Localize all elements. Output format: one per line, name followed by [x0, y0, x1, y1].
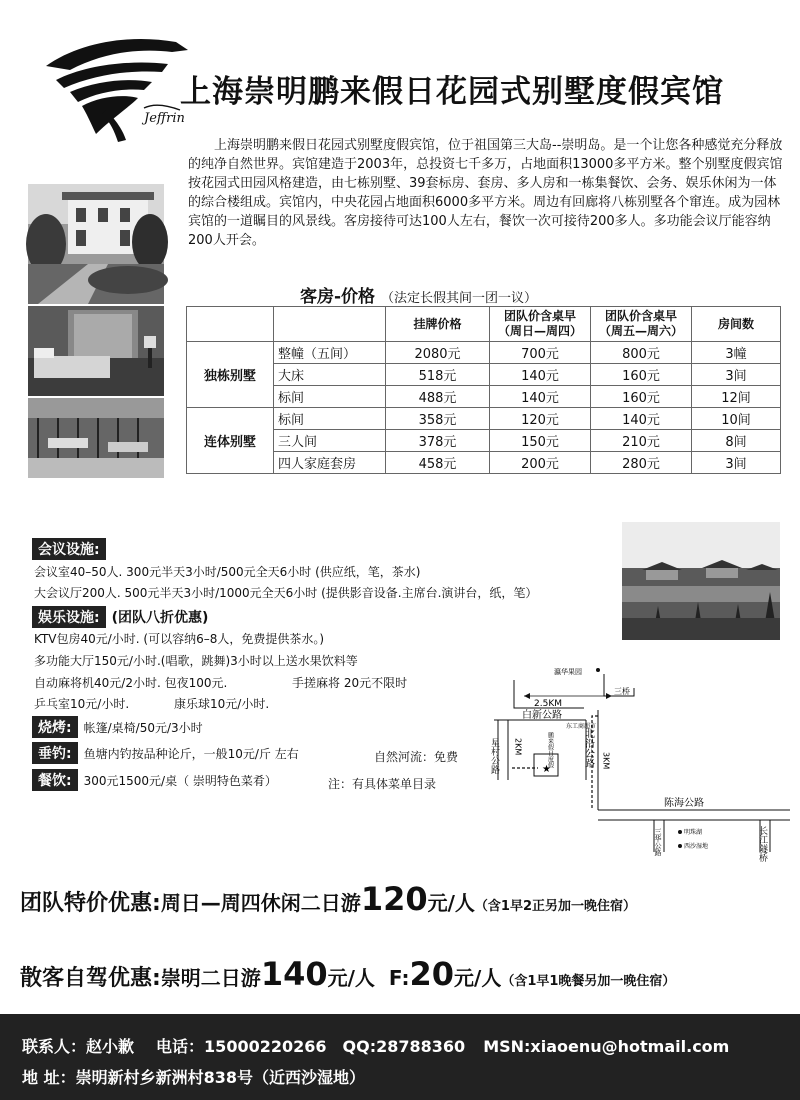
- dining-label: 餐饮:: [32, 769, 78, 791]
- hotel-logo: [40, 30, 190, 150]
- self-promo-f-price: 20: [409, 955, 455, 993]
- entertainment-note: (团队八折优惠): [111, 610, 209, 626]
- phone-label: 电话：: [156, 1037, 205, 1056]
- map-park: 瀛华果园: [554, 668, 582, 676]
- room-price-title: 客房-价格: [300, 287, 376, 307]
- weekend-price: 210元: [591, 430, 692, 452]
- hall-photo: [28, 398, 164, 478]
- group-promo-unit: 元/人: [427, 891, 475, 915]
- meeting-line-2: 大会议厅200人. 500元半天3小时/1000元全天6小时 (提供影音设备.主席台.演讲台，纸，笔）: [34, 586, 538, 600]
- header-empty-cell: [187, 307, 274, 342]
- self-promo-f-unit: 元/人: [454, 966, 502, 990]
- map-xisha: 西沙湿地: [684, 843, 709, 850]
- list-price: 358元: [386, 408, 490, 430]
- room-name: 三人间: [274, 430, 386, 452]
- weekday-price: 120元: [490, 408, 591, 430]
- entertainment-line-ktv: KTV包房40元/小时. (可以容纳6–8人，免费提供茶水。): [34, 632, 325, 646]
- map-road-top: 白新公路: [522, 710, 562, 721]
- room-count: 10间: [692, 408, 781, 430]
- self-promo-f-label: F:: [388, 966, 410, 990]
- bbq-section: [32, 716, 203, 738]
- entertainment-line-hall: 多功能大厅150元/小时.(唱歌，跳舞)3小时以上送水果饮料等: [34, 654, 358, 668]
- contact-name: 赵小歉: [86, 1037, 135, 1056]
- header-weekday-line1: 团队价含桌早: [503, 309, 576, 323]
- fishing-text: 鱼塘内钓按品种论斤，一般10元/斤 左右: [83, 747, 299, 761]
- weekday-price: 200元: [490, 452, 591, 474]
- map-star-icon: ★: [542, 764, 551, 775]
- address-label: 地 址：: [22, 1068, 76, 1087]
- map-road-bottom: 陈海公路: [664, 798, 704, 809]
- phone-number: 15000220266: [204, 1037, 327, 1056]
- group-promo-label: 团队特价优惠:: [20, 891, 161, 916]
- contact-label: 联系人：: [22, 1037, 87, 1056]
- self-promo-unit: 元/人: [327, 966, 375, 990]
- room-name: 标间: [274, 386, 386, 408]
- table-row: [187, 364, 781, 386]
- weekday-price: 140元: [490, 364, 591, 386]
- self-promo-price: 140: [260, 955, 328, 993]
- room-price-table: [186, 306, 781, 474]
- entertainment-section: [32, 606, 208, 628]
- header-weekend-line1: 团队价含桌早: [604, 309, 677, 323]
- map-bridge: 长江隧桥: [757, 826, 767, 862]
- header-weekend: [591, 307, 692, 342]
- map-road-san: 三华公路: [654, 828, 662, 856]
- header-weekday-line2: （周日—周四）: [497, 324, 582, 338]
- header-room-count: 房间数: [692, 307, 781, 342]
- map-dist-right: 3KM: [601, 752, 611, 770]
- fishing-section: [32, 742, 299, 764]
- qq-number: QQ:28788360: [342, 1037, 466, 1056]
- table-row: [187, 386, 781, 408]
- meeting-label: 会议设施:: [32, 538, 106, 560]
- svg-text:Jeffrin: Jeffrin: [144, 111, 185, 126]
- dining-extra: 注：有具体菜单目录: [328, 777, 437, 791]
- group-promo-price: 120: [360, 880, 428, 918]
- weekend-price: 160元: [591, 386, 692, 408]
- weekday-price: 700元: [490, 342, 591, 364]
- map-road-mid: 北沿公路: [582, 728, 594, 768]
- weekend-price: 160元: [591, 364, 692, 386]
- room-price-heading: [300, 282, 537, 307]
- mahjong-hand: 手搓麻将 20元不限时: [292, 676, 408, 690]
- fishing-label: 垂钓:: [32, 742, 78, 764]
- table-header-row: [187, 307, 781, 342]
- self-drive-promotion: [20, 955, 675, 993]
- list-price: 458元: [386, 452, 490, 474]
- room-price-note: （法定长假其间一团一议）: [380, 291, 537, 306]
- header-list-price: 挂牌价格: [386, 307, 490, 342]
- table-row: [187, 342, 781, 364]
- entertainment-label: 娱乐设施:: [32, 606, 106, 628]
- weekend-price: 280元: [591, 452, 692, 474]
- meeting-section: [32, 538, 112, 560]
- group-promotion: [20, 880, 636, 918]
- weekday-price: 140元: [490, 386, 591, 408]
- header-weekend-line2: （周五—周六）: [598, 324, 683, 338]
- room-name: 标间: [274, 408, 386, 430]
- address-line: [22, 1065, 365, 1088]
- map-mingzhu: 明珠湖: [684, 829, 703, 836]
- room-count: 3幢: [692, 342, 781, 364]
- msn-address: MSN:xiaoenu@hotmail.com: [483, 1037, 730, 1056]
- room-name: 四人家庭套房: [274, 452, 386, 474]
- category-single-villa: 独栋别墅: [187, 342, 274, 408]
- category-joined-villa: 连体别墅: [187, 408, 274, 474]
- map-dist-left: 2KM: [513, 738, 523, 756]
- page-title: 上海崇明鹏来假日花园式别墅度假宾馆: [180, 74, 724, 110]
- bbq-label: 烧烤:: [32, 716, 78, 738]
- weekend-price: 800元: [591, 342, 692, 364]
- weekend-price: 140元: [591, 408, 692, 430]
- list-price: 2080元: [386, 342, 490, 364]
- contact-line: [22, 1034, 729, 1057]
- contact-footer: [0, 1014, 800, 1100]
- address-text: 崇明新村乡新洲村838号（近西沙湿地）: [75, 1068, 365, 1087]
- village-photo: [622, 522, 780, 640]
- map-hotel: 鹏来假日度假: [546, 732, 554, 768]
- table-row: [187, 408, 781, 430]
- room-count: 3间: [692, 364, 781, 386]
- dining-section: [32, 769, 277, 791]
- intro-text: 上海崇明鹏来假日花园式别墅度假宾馆，位于祖国第三大岛--崇明岛。是一个让您各种感觉充分释放的纯净自然世界。宾馆建造于2003年，总投资七千多万，占地面积13000多平方米。整个别墅度假宾馆按花园式田园风格建造，由七栋别墅、39套标房、套房、多人房和一栋集餐饮、会务、娱乐休闲为一体的综合楼组成。宾馆内，中央花园占地面积6000多平方米。周边有回廊将八栋别墅各个窜连。成为园林宾馆的一道瞩目的风景线。客房接待可达100人左右，餐饮一次可接待200多人。多功能会议厅能容纳200人开会。: [188, 138, 783, 248]
- mahjong-auto: 自动麻将机40元/2小时. 包夜100元.: [34, 676, 228, 690]
- map-dist-top: 2.5KM: [534, 699, 562, 709]
- dining-text: 300元1500元/桌（ 崇明特色菜肴）: [83, 774, 277, 788]
- table-row: [187, 452, 781, 474]
- self-promo-text: 崇明二日游: [160, 966, 261, 990]
- room-count: 3间: [692, 452, 781, 474]
- billiards: 康乐球10元/小时.: [174, 697, 270, 711]
- meeting-line-1: 会议室40–50人. 300元半天3小时/500元全天6小时 (供应纸，笔，茶水): [34, 565, 421, 579]
- room-count: 8间: [692, 430, 781, 452]
- list-price: 518元: [386, 364, 490, 386]
- list-price: 378元: [386, 430, 490, 452]
- location-map: [489, 660, 790, 862]
- self-promo-label: 散客自驾优惠:: [20, 966, 161, 991]
- room-count: 12间: [692, 386, 781, 408]
- map-farm: 东工商超市: [566, 723, 597, 730]
- fishing-extra: 自然河流：免费: [374, 750, 459, 764]
- list-price: 488元: [386, 386, 490, 408]
- pingpong: 乒乓室10元/小时.: [34, 697, 130, 711]
- room-name: 整幢（五间）: [274, 342, 386, 364]
- header-empty-cell: [274, 307, 386, 342]
- header-weekday: [490, 307, 591, 342]
- bbq-text: 帐篷/桌椅/50元/3小时: [83, 721, 203, 735]
- group-promo-note: （含1早2正另加一晚住宿）: [474, 899, 637, 914]
- self-promo-note: （含1早1晚餐另加一晚住宿）: [501, 974, 676, 989]
- map-qiao: 三桥: [614, 687, 630, 696]
- map-road-left: 星村公路: [489, 738, 499, 774]
- weekday-price: 150元: [490, 430, 591, 452]
- room-photo: [28, 306, 164, 396]
- group-promo-text: 周日—周四休闲二日游: [160, 891, 361, 915]
- table-row: [187, 430, 781, 452]
- room-name: 大床: [274, 364, 386, 386]
- villa-photo: [28, 184, 164, 304]
